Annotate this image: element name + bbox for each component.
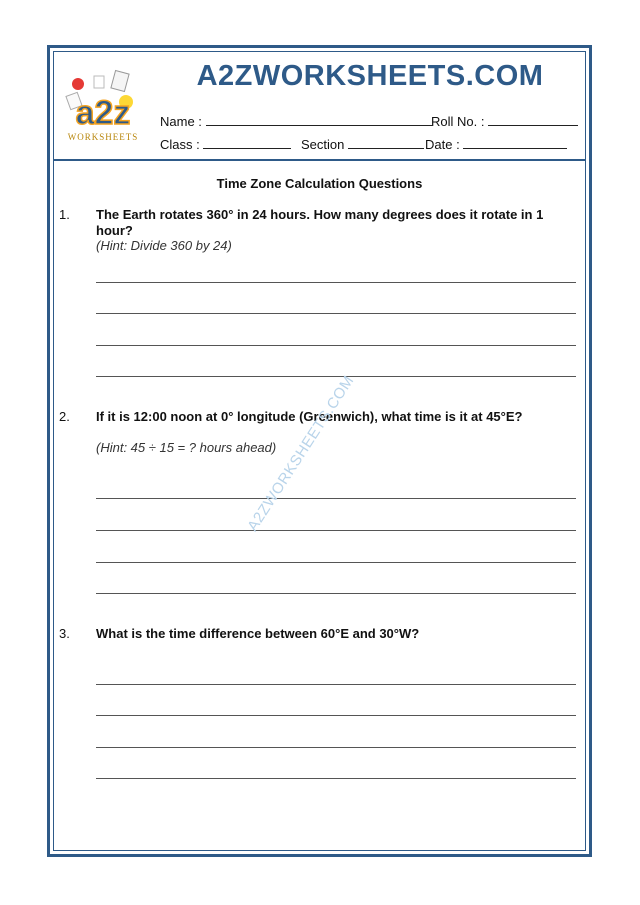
question-1-hint: (Hint: Divide 360 by 24): [96, 238, 232, 253]
name-blank[interactable]: [206, 113, 432, 126]
question-3-number: 3.: [59, 626, 70, 641]
worksheet-title: Time Zone Calculation Questions: [216, 176, 423, 191]
answer-line[interactable]: [96, 498, 576, 499]
answer-line[interactable]: [96, 562, 576, 563]
answer-line[interactable]: [96, 593, 576, 594]
name-field[interactable]: [160, 113, 432, 129]
question-2-text: If it is 12:00 noon at 0° longitude (Greenwich), what time is it at 45°E?: [96, 409, 523, 424]
watermark: A2ZWORKSHEETS.COM: [244, 372, 358, 535]
answer-line[interactable]: [96, 747, 576, 748]
logo-subtext: WORKSHEETS: [67, 132, 139, 142]
answer-line[interactable]: [96, 684, 576, 685]
roll-label: Roll No. :: [431, 114, 485, 129]
section-field[interactable]: [301, 136, 424, 152]
answer-line[interactable]: [96, 282, 576, 283]
site-title: A2ZWORKSHEETS.COM: [196, 60, 544, 92]
answer-line[interactable]: [96, 530, 576, 531]
question-3-text: What is the time difference between 60°E and 30°W?: [96, 626, 420, 641]
name-label: Name :: [160, 114, 202, 129]
answer-line[interactable]: [96, 778, 576, 779]
roll-blank[interactable]: [488, 113, 578, 126]
class-label: Class :: [160, 137, 200, 152]
question-2-number: 2.: [59, 409, 70, 424]
question-1-text: The Earth rotates 360° in 24 hours. How many degrees does it rotate in 1 hour?: [96, 207, 544, 238]
class-field[interactable]: [160, 136, 291, 152]
section-blank[interactable]: [348, 136, 424, 149]
a2z-logo: [58, 66, 148, 150]
date-label: Date :: [425, 137, 460, 152]
class-blank[interactable]: [203, 136, 291, 149]
section-label: Section: [301, 137, 345, 152]
date-field[interactable]: [425, 136, 567, 152]
answer-line[interactable]: [96, 715, 576, 716]
answer-line[interactable]: [96, 313, 576, 314]
date-blank[interactable]: [463, 136, 567, 149]
roll-field[interactable]: [431, 113, 578, 129]
header-divider: [53, 159, 586, 161]
answer-line[interactable]: [96, 376, 576, 377]
logo-letters: a2z: [75, 94, 131, 132]
question-1-number: 1.: [59, 207, 70, 222]
answer-line[interactable]: [96, 345, 576, 346]
question-2-hint: (Hint: 45 ÷ 15 = ? hours ahead): [96, 440, 277, 455]
